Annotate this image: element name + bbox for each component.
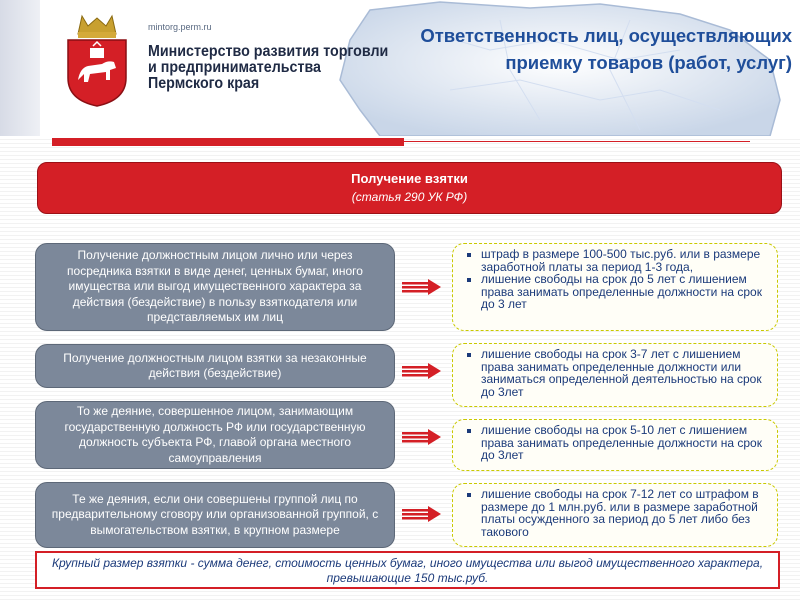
right-arrow-icon (402, 278, 442, 296)
right-arrow-icon (402, 505, 442, 523)
ministry-name-line: Министерство развития торговли (148, 43, 389, 60)
header (0, 0, 800, 136)
penalty-box (452, 243, 778, 331)
ministry-name-line: и предпринимательства (148, 59, 321, 76)
ministry-name-line: Пермского края (148, 75, 260, 92)
footnote: Крупный размер взятки - сумма денег, стоимость ценных бумаг, иного имущества или выгод имущественного характера, превышающие 150 тыс.руб. (35, 551, 780, 589)
site-url: mintorg.perm.ru (148, 22, 212, 32)
penalty-item: ▪ лишение свободы на срок до 5 лет с лишением права занимать определенные должности на срок до 3 лет (481, 273, 769, 311)
banner-heading: Получение взятки (351, 171, 468, 186)
header-side-strip (0, 0, 40, 136)
penalty-box (452, 419, 778, 471)
article-banner (37, 162, 782, 214)
penalty-box (452, 483, 778, 547)
penalty-item: ▪ лишение свободы на срок 3-7 лет с лишением права занимать определенные должности или заниматься определенной деятельностью на срок до 3лет (481, 348, 769, 398)
right-arrow-icon (402, 362, 442, 380)
penalty-item: ▪ штраф в размере 100-500 тыс.руб. или в размере заработной платы за период 1-3 года, (481, 248, 769, 273)
header-thin-divider (404, 141, 750, 142)
header-red-divider (52, 138, 404, 146)
penalty-item: ▪ лишение свободы на срок 7-12 лет со штрафом в размере до 1 млн.руб. или в размере заработной платы осужденного за период до 5 лет либо без такового (481, 488, 769, 538)
offense-box: Те же деяния, если они совершены группой лиц по предварительному сговору или организованной группой, с вымогательством взятки, в крупном размере (35, 482, 395, 548)
offense-box: Получение должностным лицом взятки за незаконные действия (бездействие) (35, 344, 395, 388)
penalty-item: ▪ лишение свободы на срок 5-10 лет с лишением права занимать определенные должности на срок до 3лет (481, 424, 769, 462)
perm-coat-of-arms-icon (64, 14, 130, 108)
right-arrow-icon (402, 428, 442, 446)
offense-box: Получение должностным лицом лично или через посредника взятки в виде денег, ценных бумаг, иного имущества или выгод имущественного характера за действия (бездействие) в пользу взяткодателя или представляемых им лиц (35, 243, 395, 331)
banner-subheading: (статья 290 УК РФ) (351, 190, 468, 204)
page-title: Ответственность лиц, осуществляющих приемку товаров (работ, услуг) (420, 25, 792, 73)
penalty-box (452, 343, 778, 407)
offense-box: То же деяние, совершенное лицом, занимающим государственную должность РФ или государственную должность субъекта РФ, главой органа местного самоуправления (35, 401, 395, 469)
